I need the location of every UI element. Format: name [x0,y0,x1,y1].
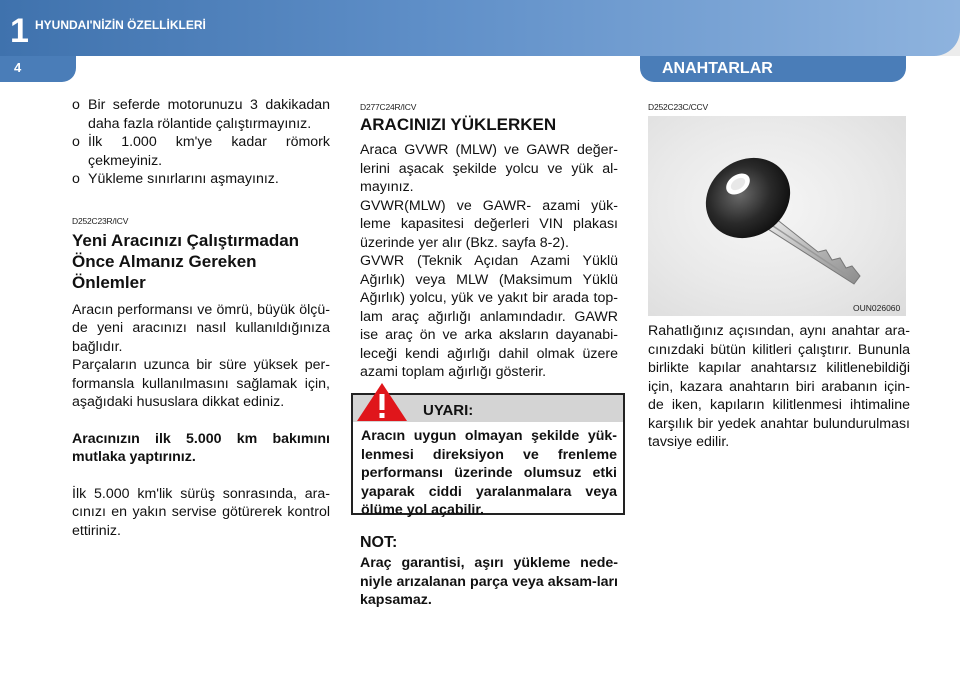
paragraph: Araca GVWR (MLW) ve GAWR değer-lerini aşacak şekilde yolcu ve yük al-mayınız. [360,142,618,195]
bullet-text: Yükleme sınırlarını aşmayınız. [88,171,279,187]
bullet-text: Bir seferde motorunuzu 3 dakikadan daha fazla rölantide çalıştırmayınız. [88,97,330,132]
list-item [72,96,330,133]
note-title: NOT: [360,534,398,551]
paragraph: Aracın performansı ve ömrü, büyük ölçü-de yeni aracınızı nasıl kullanıldığınıza bağlıdır. [72,301,330,355]
chapter-number: 1 [10,12,29,50]
paragraph: İlk 5.000 km'lik sürüş sonrasında, ara-cınızı en yakın servise götürerek kontrol ettiriniz. [72,485,330,539]
list-item [72,133,330,170]
bullet-mark: o [72,171,80,187]
bullet-mark: o [72,97,80,113]
paragraph: GVWR (Teknik Açıdan Azami Yüklü Ağırlık) veya MLW (Maksimum Yüklü Ağırlık) yolcu, yük ve yakıt bir arada top-lam araç ağırlığı anlamındadır. GAWR ise araç ön ve arka aksların dayanabi-leceği kendi ağırlığı dahil olmak üzere azami toplam ağırlığı gösterir. [360,253,618,380]
keys-section [648,322,910,452]
section-code: D252C23R/ICV [72,215,129,226]
paragraph: GVWR(MLW) ve GAWR- azami yük-leme kapasitesi değerleri VIN plakası üzerinde yer alır (Bkz. sayfa 8-2). [360,197,618,251]
car-key-icon [648,116,906,316]
section-code: D252C23C/CCV [648,102,708,112]
warning-label: UYARI: [423,402,474,419]
section-heading: ARACINIZI YÜKLERKEN [360,115,557,134]
paragraph: Rahatlığınız açısından, aynı anahtar ara-cınızdaki bütün kilitleri çalıştırır. Bununla birlikte kapılar anahtarsız kilitlenebildiği için, kazara anahtarın biri arabanın için-de iken, kapıların kilitlenmesi ihtimaline karşılık bir yedek anahtar bulundurulması tavsiye edilir. [648,323,910,450]
page-number-tab [0,56,76,82]
section-heading: Yeni Aracınızı Çalıştırmadan Önce Almanız Gereken Önlemler [72,230,300,292]
column-middle [360,96,618,382]
page-number: 4 [14,60,22,75]
bullet-mark: o [72,134,80,150]
bold-paragraph: Aracınızın ilk 5.000 km bakımını mutlaka yaptırınız. [72,430,330,465]
note-section [360,534,618,610]
column-right [648,96,910,112]
page-header [0,0,960,82]
bullet-text: İlk 1.000 km'ye kadar römork çekmeyiniz. [88,134,330,169]
warning-text: Aracın uygun olmayan şekilde yük-lenmesi direksiyon ve frenleme performansı üzerinde olumsuz etki yaparak ciddi yaralanmalara veya ölüme yol açabilir. [361,428,617,518]
column-left [72,96,330,540]
key-photo [648,116,906,316]
photo-code: OUN026060 [853,303,901,313]
warning-triangle-icon [356,382,408,422]
section-code: D277C24R/ICV [360,102,417,112]
list-item [72,170,330,189]
note-text: Araç garantisi, aşırı yükleme nede-niyle arızalanan parça veya aksam-ları kapsamaz. [360,555,618,608]
paragraph: Parçaların uzunca bir süre yüksek per-formansla kullanılmasını sağlamak için, aşağıdaki hususlara dikkat ediniz. [72,357,330,410]
section-title: ANAHTARLAR [662,60,773,77]
chapter-title: HYUNDAI'NİZİN ÖZELLİKLERİ [35,18,206,32]
